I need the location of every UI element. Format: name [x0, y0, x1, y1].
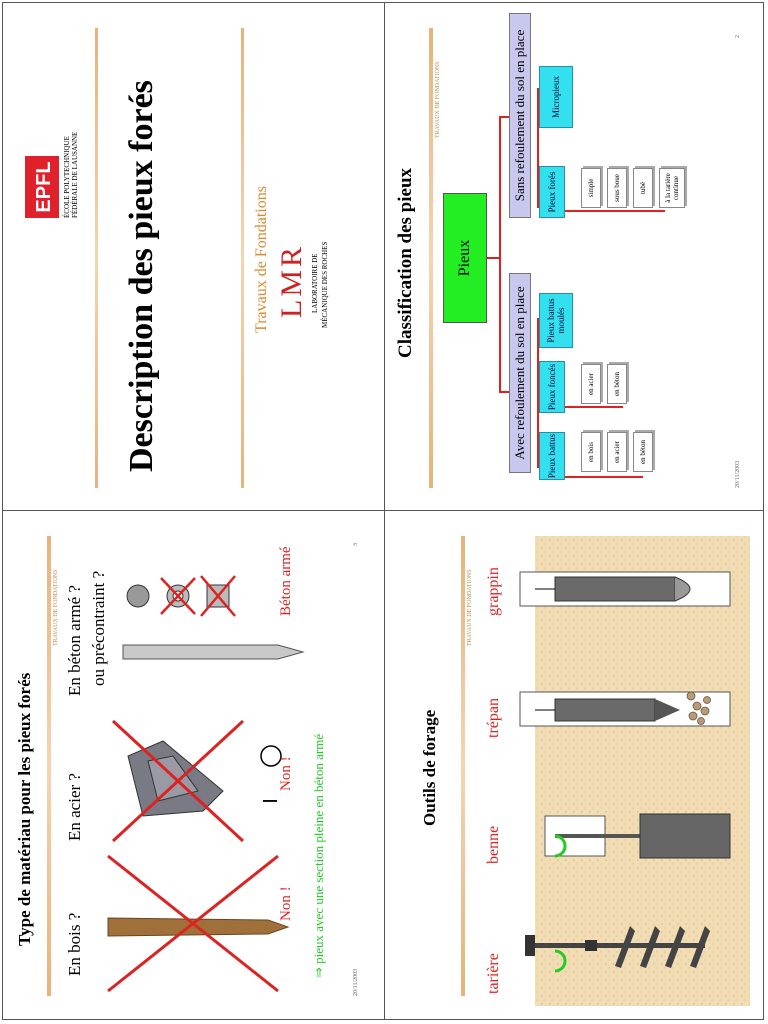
- battus-sub-acier: [607, 432, 627, 472]
- classification-footer: 20/11/2003: [735, 460, 741, 488]
- question-acier: En acier ?: [65, 773, 84, 841]
- slide-title: [3, 3, 383, 509]
- course-name: Travaux de Fondations: [253, 186, 270, 333]
- question-beton-2: ou précontraint ?: [89, 570, 108, 686]
- materiau-header: TRAVAUX DE FONDATIONS: [53, 569, 59, 646]
- epfl-logo-mark: [25, 156, 59, 218]
- fores-sub-simple-label: simple: [587, 178, 595, 198]
- type-battus: [539, 432, 565, 480]
- root-node: [443, 193, 487, 323]
- fores-sub-boue: [607, 168, 627, 208]
- fonces-sub-acier: [581, 364, 601, 404]
- fonces-sub-acier-label: en acier: [587, 373, 595, 395]
- title-accent-bar-2: [241, 28, 244, 488]
- lab-line2: MÉCANIQUE DES ROCHES: [321, 241, 329, 328]
- tool-label-tariere: tarière: [485, 953, 502, 994]
- fores-sub-tariere-label: à la tarière continue: [664, 173, 680, 203]
- battus-sub-bois: [581, 432, 601, 472]
- group-right: [509, 13, 531, 218]
- tool-label-trepan: trépan: [485, 698, 502, 738]
- outils-accent-bar: [461, 536, 465, 996]
- group-left: [509, 273, 531, 473]
- fores-sub-tube-label: tubé: [639, 181, 647, 195]
- type-fores: [539, 166, 565, 218]
- slide-outils: [385, 511, 763, 1019]
- svg-text:I: I: [260, 798, 282, 804]
- tree-connector: [565, 406, 623, 408]
- tool-label-benne: benne: [485, 825, 502, 864]
- group-left-label: Avec refoulement du sol en place: [512, 286, 527, 460]
- type-fonces: [539, 361, 565, 413]
- battus-sub-beton: [633, 432, 653, 472]
- answer-bois: Non !: [278, 886, 294, 921]
- root-label: Pieux: [456, 239, 473, 277]
- slide-classification: [385, 3, 763, 509]
- fores-sub-tariere: [659, 168, 685, 208]
- slide-materiau: [3, 511, 383, 1019]
- epfl-logo: [25, 156, 59, 218]
- battus-sub-beton-label: en béton: [639, 440, 647, 464]
- soil-section-drawing: [515, 536, 755, 1006]
- type-fores-label: Pieux forés: [547, 171, 557, 213]
- tree-connector: [499, 118, 501, 393]
- answer-acier: Non !: [278, 756, 294, 791]
- lab-abbr: LMR: [275, 243, 308, 318]
- fores-sub-tube: [633, 168, 653, 208]
- concrete-pile: [118, 631, 308, 671]
- steel-profile-crossed: [103, 711, 253, 851]
- materiau-footer: 20/11/2003: [353, 968, 359, 996]
- battus-sub-acier-label: en acier: [613, 441, 621, 463]
- group-right-label: Sans refoulement du sol en place: [512, 29, 527, 202]
- answer-beton: Béton armé: [278, 546, 294, 616]
- fores-sub-boue-label: sous boue: [613, 174, 621, 202]
- type-micropieux-label: Micropieux: [551, 76, 561, 118]
- classification-accent-bar: [429, 28, 433, 488]
- type-battus-moules-label: Pieux battus moulés: [546, 298, 566, 343]
- classification-page-no: 2: [735, 35, 741, 38]
- battus-sub-bois-label: en bois: [587, 441, 595, 463]
- classification-title: Classification des pieux: [395, 167, 416, 358]
- tree-connector: [499, 116, 509, 118]
- outils-title: Outils de forage: [420, 709, 439, 826]
- tree-connector: [499, 391, 509, 393]
- lab-line1: LABORATOIRE DE: [311, 253, 319, 313]
- materiau-conclusion: ⇒ pieux avec une section pleine en béton armé: [311, 733, 326, 978]
- fonces-sub-beton-label: en béton: [613, 372, 621, 396]
- materiau-title: Type de matériau pour les pieux forés: [15, 672, 34, 946]
- svg-text:EPFL: EPFL: [33, 161, 55, 213]
- question-beton-1: En béton armé ?: [65, 585, 84, 696]
- school-line2: FÉDÉRALE DE LAUSANNE: [71, 131, 79, 218]
- fonces-sub-beton: [607, 364, 627, 404]
- tool-label-grappin: grappin: [485, 567, 502, 616]
- materiau-page-no: 3: [353, 543, 359, 546]
- concrete-sections: [123, 566, 283, 626]
- question-bois: En bois ?: [65, 912, 84, 976]
- outils-header: TRAVAUX DE FONDATIONS: [467, 569, 473, 646]
- type-micropieux: [539, 66, 573, 128]
- page-title: Description des pieux forés: [123, 80, 160, 472]
- title-accent-bar: [95, 28, 98, 488]
- type-fonces-label: Pieux foncés: [547, 363, 557, 411]
- tree-connector: [565, 210, 665, 212]
- wood-pile-crossed: [98, 846, 298, 996]
- classification-header: TRAVAUX DE FONDATIONS: [435, 61, 441, 138]
- school-line1: ÉCOLE POLYTECHNIQUE: [63, 136, 71, 218]
- type-battus-moules: [539, 293, 573, 348]
- materiau-accent-bar: [47, 536, 51, 996]
- tree-connector: [565, 476, 643, 478]
- type-battus-label: Pieux battus: [547, 433, 557, 479]
- fores-sub-simple: [581, 168, 601, 208]
